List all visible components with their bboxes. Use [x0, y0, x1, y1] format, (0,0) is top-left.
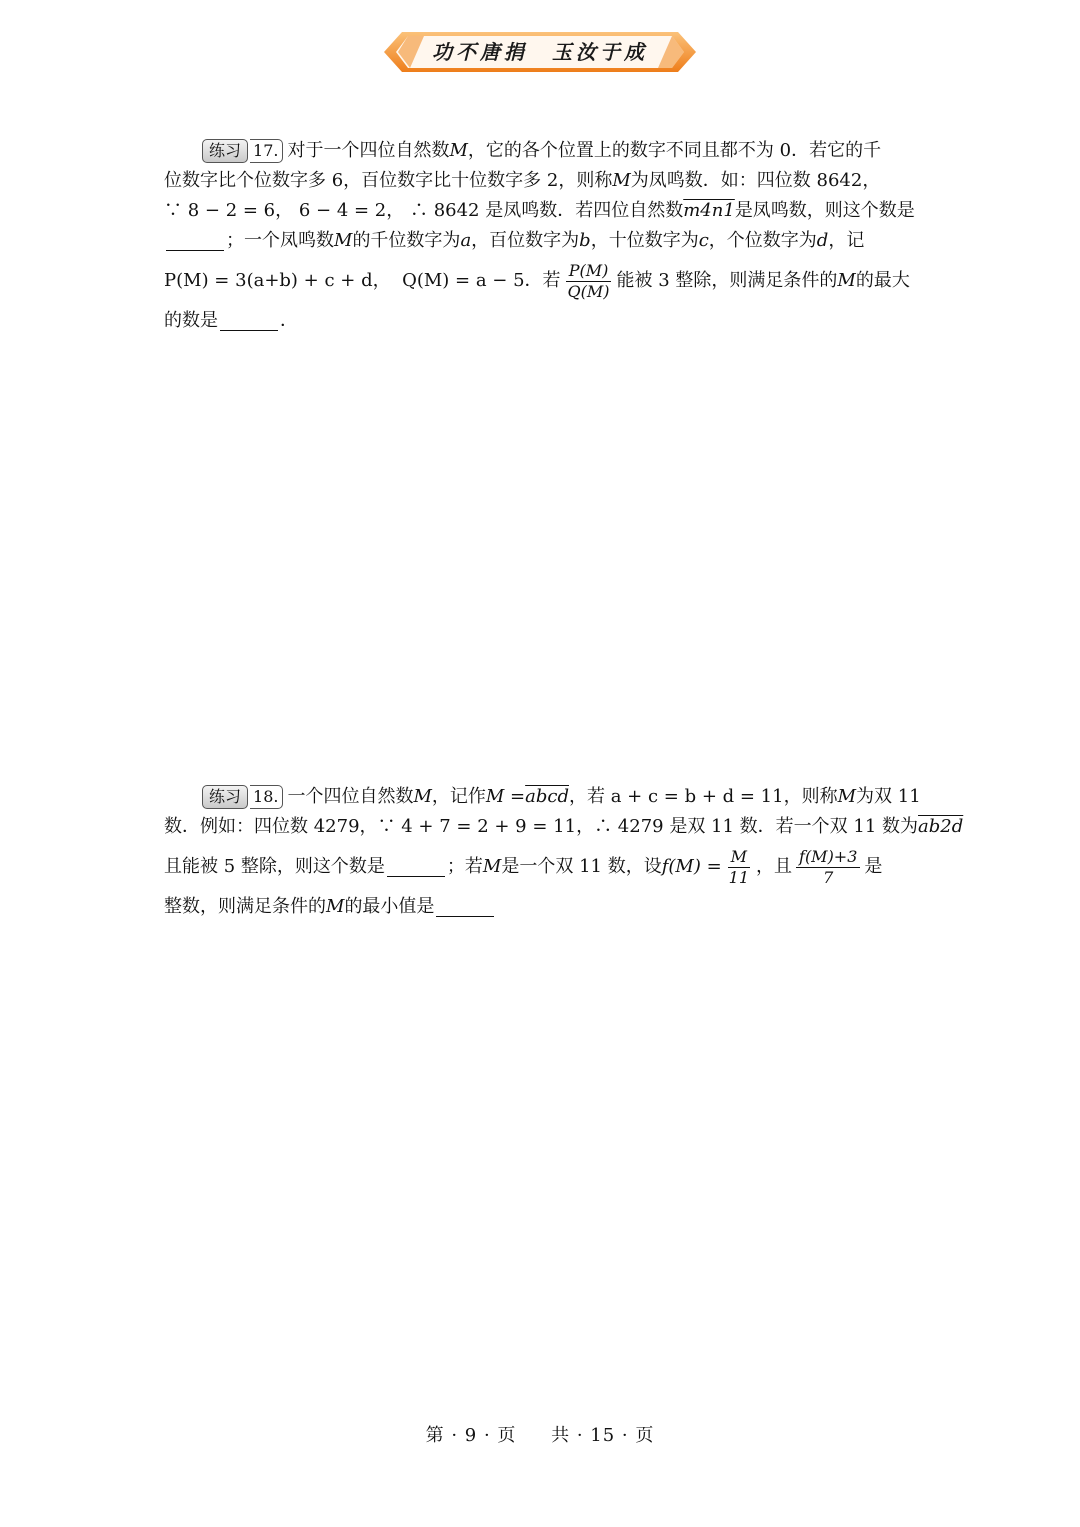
answer-blank [387, 858, 445, 877]
exercise-17-line-5: P(M) = 3(a+b) + c + d， Q(M) = a − 5．若 $\frac{P(M)}{Q(M)}$ 能被 3 整除，则满足条件的 M 的最大 [164, 260, 910, 301]
fraction-fm-plus-3-over-7: $\frac{f(M)+3}{7}$ [796, 847, 860, 888]
header-banner [384, 30, 696, 74]
exercise-17-line-4: ；一个凤鸣数 M 的千位数字为 a ，百位数字为 b ，十位数字为 c ，个位数字为 d ，记 [164, 226, 920, 256]
overlined-number: ab2d [918, 816, 964, 837]
overlined-number: m4n1 [683, 200, 735, 221]
exercise-17 [164, 136, 920, 336]
banner-motto: 功不唐捐 玉汝于成 [432, 40, 648, 64]
exercise-18-line-2: 数．例如：四位数 4279，∵ 4 + 7 = 2 + 9 = 11，∴ 4279 是双 11 数．若一个双 11 数为 ab2d [164, 812, 920, 842]
exercise-tag: 练习 [202, 785, 248, 809]
fraction-m-over-11: $\frac{M}{11}$ [728, 846, 750, 887]
exercise-18-line-4: 整数，则满足条件的 M 的最小值是 [164, 892, 920, 922]
exercise-17-line-3: ∵ 8 − 2 = 6， 6 − 4 = 2， ∴ 8642 是凤鸣数．若四位自然数 m4n1 是凤鸣数，则这个数是 [164, 196, 920, 226]
answer-blank [436, 898, 494, 917]
page-footer [0, 1421, 1080, 1447]
overlined-number: abcd [525, 786, 569, 807]
fraction-pm-over-qm: $\frac{P(M)}{Q(M)}$ [567, 260, 610, 301]
exercise-18-line-1: 练习 18. 一个四位自然数 M ，记作 M = abcd ，若 a + c = b + d = 11，则称 M 为双 11 [164, 782, 920, 812]
exercise-number: 18. [250, 785, 283, 809]
exercise-18-line-3: 且能被 5 整除，则这个数是 ；若 M 是一个双 11 数，设 f(M) = $\frac{M}{11}$ ，且 $\frac{f(M)+3}{7}$ 是 [164, 846, 883, 887]
exercise-17-line-6: 的数是 ． [164, 310, 298, 331]
answer-blank [220, 312, 278, 331]
exercise-17-line-2: 位数字比个位数字多 6，百位数字比十位数字多 2，则称 M 为凤鸣数．如：四位数 8642， [164, 170, 881, 191]
exercise-18 [164, 782, 964, 922]
exercise-tag: 练习 [202, 139, 248, 163]
exercise-17-line-1: 练习 17. 对于一个四位自然数 M ，它的各个位置上的数字不同且都不为 0．若它的千 [164, 136, 920, 166]
answer-blank [166, 232, 224, 251]
page-total: 共 · 15 · 页 [551, 1425, 655, 1446]
exercise-number: 17. [250, 139, 283, 163]
page-number: 第 · 9 · 页 [425, 1425, 517, 1446]
